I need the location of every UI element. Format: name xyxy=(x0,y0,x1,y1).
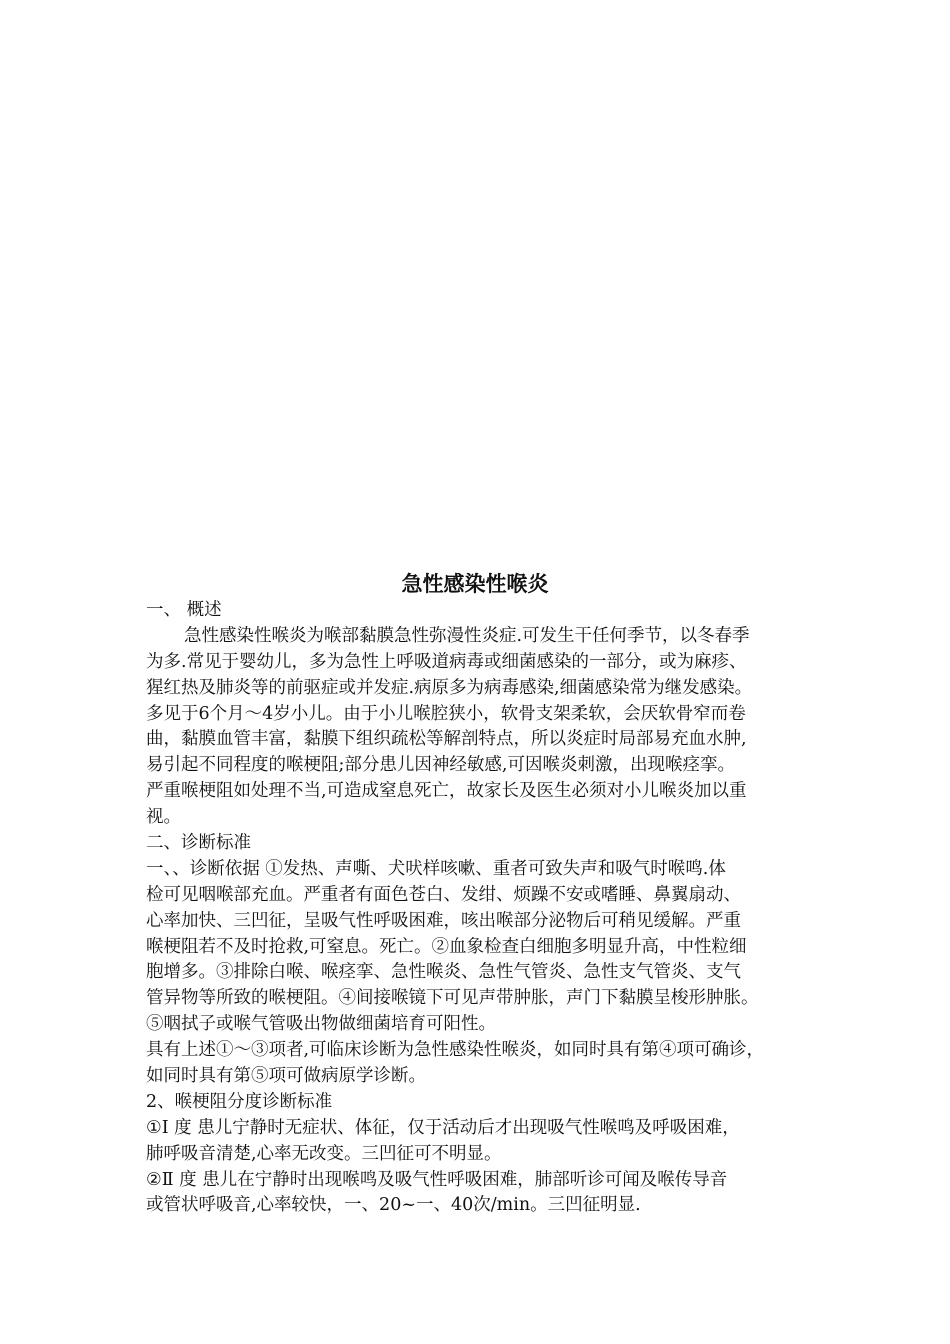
paragraph-line: ⑤咽拭子或喉气管吸出物做细菌培育可阳性。 xyxy=(146,1014,496,1035)
document-body xyxy=(146,598,818,1219)
paragraph-line: 喉梗阻若不及时抢救,可窒息。死亡。②血象检查白细胞多明显升高，中性粒细 xyxy=(146,936,747,957)
page-title: 急性感染性喉炎 xyxy=(401,572,549,596)
paragraph-line: 曲，黏膜血管丰富，黏膜下组织疏松等解剖特点，所以炎症时局部易充血水肿, xyxy=(146,729,747,750)
paragraph-line: 心率加快、三凹征，呈吸气性呼吸困难，咳出喉部分泌物后可稍见缓解。严重 xyxy=(146,910,741,931)
paragraph-line: 猩红热及肺炎等的前驱症或并发症.病原多为病毒感染,细菌感染常为继发感染。 xyxy=(146,677,753,698)
paragraph-line: 具有上述①～③项者,可临床诊断为急性感染性喉炎，如同时具有第④项可确诊， xyxy=(146,1040,765,1061)
paragraph-line: 严重喉梗阻如处理不当,可造成窒息死亡，故家长及医生必须对小儿喉炎加以重 xyxy=(146,781,747,802)
paragraph-line: ②Ⅱ 度 患儿在宁静时出现喉鸣及吸气性呼吸困难，肺部听诊可闻及喉传导音 xyxy=(146,1169,728,1190)
paragraph-line: ①Ⅰ 度 患儿宁静时无症状、体征，仅于活动后才出现吸气性喉鸣及呼吸困难， xyxy=(146,1117,740,1138)
paragraph-line: 急性感染性喉炎为喉部黏膜急性弥漫性炎症.可发生干任何季节，以冬春季 xyxy=(184,625,750,646)
section-heading-overview: 一、 概述 xyxy=(146,600,222,620)
paragraph-line: 如同时具有第⑤项可做病原学诊断。 xyxy=(146,1066,426,1087)
subsection-heading-obstruction: 2、喉梗阻分度诊断标准 xyxy=(146,1091,333,1112)
paragraph-line: 肺呼吸音清楚,心率无改变。三凹征可不明显。 xyxy=(146,1143,502,1164)
paragraph-line: 胞增多。③排除白喉、喉痉挛、急性喉炎、急性气管炎、急性支气管炎、支气 xyxy=(146,962,741,983)
paragraph-line: 视。 xyxy=(146,807,181,828)
paragraph-line: 为多.常见于婴幼儿，多为急性上呼吸道病毒或细菌感染的一部分，或为麻疹、 xyxy=(146,651,747,672)
paragraph-line: 管异物等所致的喉梗阻。④间接喉镜下可见声带肿胀，声门下黏膜呈梭形肿胀。 xyxy=(146,988,759,1009)
paragraph-line: 易引起不同程度的喉梗阻;部分患儿因神经敏感,可因喉炎刺激，出现喉痉挛。 xyxy=(146,755,735,776)
paragraph-line: 检可见咽喉部充血。严重者有面色苍白、发绀、烦躁不安或嗜睡、鼻翼扇动、 xyxy=(146,884,741,905)
paragraph-line: 多见于6个月～4岁小儿。由于小儿喉腔狭小，软骨支架柔软，会厌软骨窄而卷 xyxy=(146,703,746,724)
paragraph-line: 或管状呼吸音,心率较快，一、20~一、40次/min。三凹征明显. xyxy=(146,1195,641,1216)
section-heading-diagnosis: 二、诊断标准 xyxy=(146,833,251,854)
paragraph-line: 一、、诊断依据 ①发热、声嘶、犬吠样咳嗽、重者可致失声和吸气时喉鸣.体 xyxy=(146,858,726,879)
